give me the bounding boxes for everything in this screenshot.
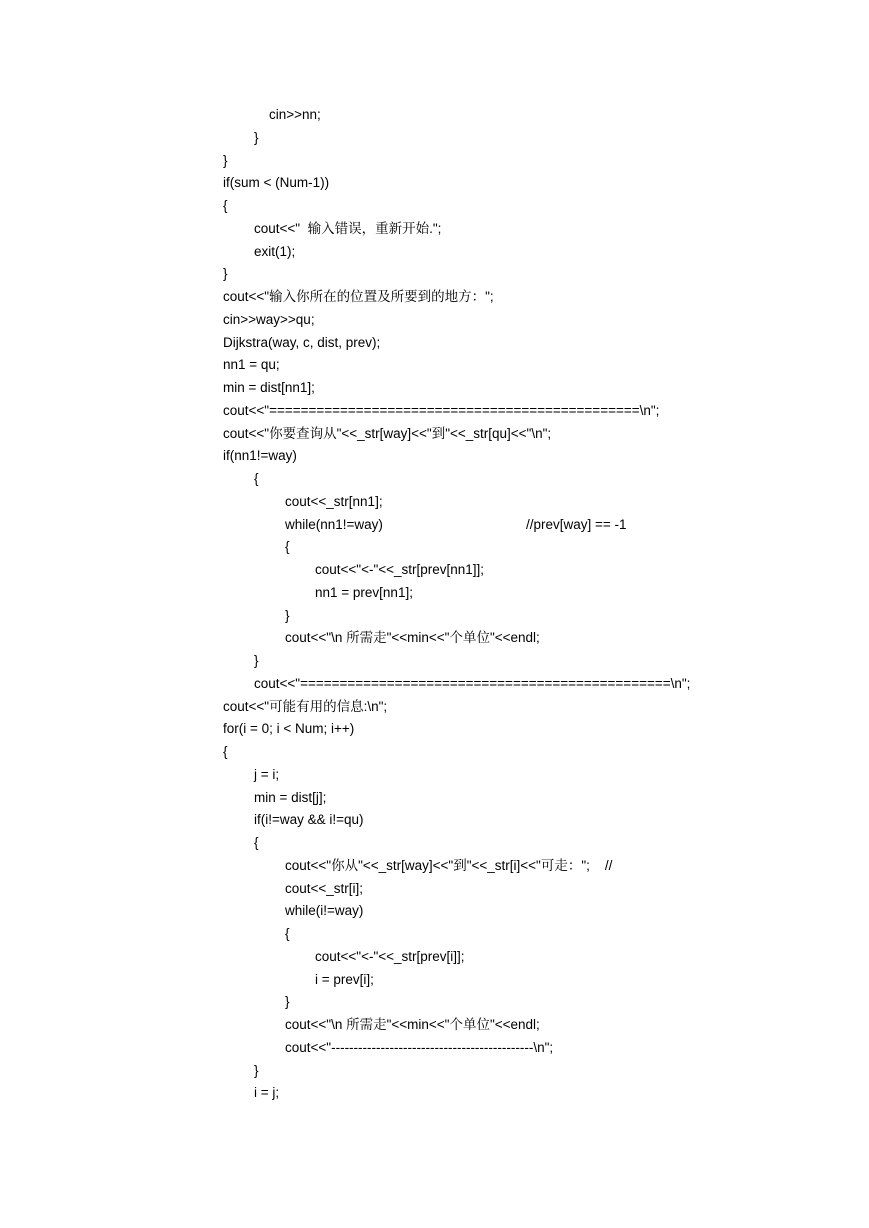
code-line-text: if(sum < (Num-1)): [223, 175, 330, 191]
code-line: [0, 696, 869, 719]
code-line-text: }: [254, 653, 259, 668]
code-line-text: cout<<"你从"<<_str[way]<<"到"<<_str[i]<<"可走："; //: [285, 857, 613, 873]
code-line: [0, 741, 869, 764]
code-line-text: if(i!=way && i!=qu): [254, 812, 364, 828]
code-line: [0, 764, 869, 787]
code-line-text: cout<<_str[i];: [285, 880, 364, 896]
code-line: [0, 354, 869, 377]
code-line: [0, 650, 869, 673]
code-line: [0, 809, 869, 832]
code-line: [0, 218, 869, 241]
code-line-text: }: [254, 129, 259, 145]
code-comment: //prev[way] == -1: [526, 516, 627, 532]
code-line-text: cout<<"---------------------------------------------\n";: [285, 1039, 554, 1055]
code-line-text: cin>>nn;: [269, 107, 321, 122]
code-line: [0, 923, 869, 946]
code-line-text: nn1 = qu;: [223, 357, 280, 373]
code-line: [0, 423, 869, 446]
code-line: [0, 946, 869, 969]
code-line-text: }: [285, 607, 290, 623]
code-line: [0, 241, 869, 264]
code-line-text: {: [254, 835, 259, 850]
code-line: [0, 309, 869, 332]
code-line-text: cout<<"===============================================\n";: [223, 402, 660, 418]
code-line: [0, 468, 869, 491]
code-line-text: cin>>way>>qu;: [223, 311, 315, 327]
code-line: [0, 104, 869, 127]
code-line: [0, 1060, 869, 1083]
code-line: [0, 582, 869, 605]
code-line-text: {: [223, 198, 228, 213]
code-line-text: exit(1);: [254, 243, 296, 259]
code-line-text: cout<<"输入你所在的位置及所要到的地方：";: [223, 289, 494, 304]
code-line-text: Dijkstra(way, c, dist, prev);: [223, 334, 381, 350]
code-line-text: while(i!=way): [285, 903, 364, 919]
code-line: [0, 787, 869, 810]
code-line: [0, 1082, 869, 1105]
code-line-text: cout<<_str[nn1];: [285, 493, 383, 509]
code-line: [0, 127, 869, 150]
code-line-text: nn1 = prev[nn1];: [315, 584, 413, 600]
code-line: [0, 1037, 869, 1060]
code-line: [0, 878, 869, 901]
code-line-text: cout<<"\n 所需走"<<min<<"个单位"<<endl;: [285, 1017, 540, 1032]
code-line: [0, 855, 869, 878]
code-line-text: cout<<"可能有用的信息:\n";: [223, 698, 388, 714]
code-line: [0, 991, 869, 1014]
code-line-text: }: [223, 152, 228, 168]
code-line: [0, 514, 869, 537]
code-line: [0, 673, 869, 696]
code-line-text: min = dist[j];: [254, 789, 327, 805]
code-line: [0, 172, 869, 195]
code-line: [0, 627, 869, 650]
code-line-text: j = i;: [254, 766, 280, 782]
code-line-text: for(i = 0; i < Num; i++): [223, 721, 355, 737]
code-line-text: cout<<"你要查询从"<<_str[way]<<"到"<<_str[qu]<<"\n";: [223, 425, 552, 441]
code-line: [0, 445, 869, 468]
code-line-text: if(nn1!=way): [223, 448, 297, 464]
code-line: [0, 263, 869, 286]
code-line: [0, 832, 869, 855]
code-line-text: min = dist[nn1];: [223, 380, 315, 395]
code-line: [0, 332, 869, 355]
code-line-text: cout<<" 输入错误，重新开始.";: [254, 220, 442, 236]
code-line: [0, 400, 869, 423]
code-line: [0, 1014, 869, 1037]
code-line: [0, 536, 869, 559]
code-line-text: {: [254, 471, 259, 486]
code-line: [0, 377, 869, 400]
code-line-text: cout<<"<-"<<_str[prev[i]];: [315, 948, 465, 964]
code-line-text: i = prev[i];: [315, 971, 374, 987]
code-line-text: cout<<"<-"<<_str[prev[nn1]];: [315, 562, 485, 577]
code-line-text: cout<<"\n 所需走"<<min<<"个单位"<<endl;: [285, 630, 540, 646]
code-line: [0, 150, 869, 173]
code-line: [0, 900, 869, 923]
code-line-text: }: [254, 1062, 259, 1078]
code-line-text: {: [285, 926, 290, 941]
code-line: [0, 286, 869, 309]
code-line: [0, 718, 869, 741]
code-line: [0, 605, 869, 628]
code-line-text: {: [285, 539, 290, 555]
code-line: [0, 491, 869, 514]
code-line-text: while(nn1!=way): [285, 516, 383, 532]
code-line: [0, 969, 869, 992]
code-line: [0, 559, 869, 582]
code-line-text: i = j;: [254, 1085, 280, 1101]
code-line-text: }: [285, 994, 290, 1010]
code-listing: [0, 104, 869, 1105]
code-line: [0, 195, 869, 218]
code-line-text: cout<<"===============================================\n";: [254, 675, 691, 691]
code-line-text: }: [223, 266, 228, 282]
code-line-text: {: [223, 744, 228, 759]
